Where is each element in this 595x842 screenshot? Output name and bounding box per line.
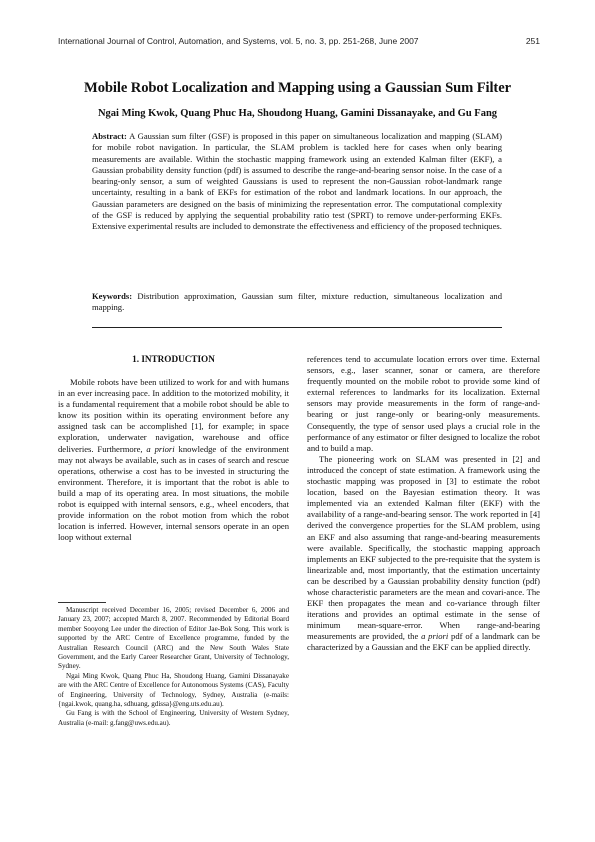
intro-paragraph-1-continued: references tend to accumulate location errors over time. External sensors, e.g., laser scanner, sonar or camera, are therefore frequently mounted on the mobile robot to provide some kind of external references to landmarks for its localization. External sensors may provide measurements in the form of range-and-bearing or just range-only or bearing-only measurements. Consequently, the type of sensor used plays a crucial role in the performance of any estimator or filter designed to localize the robot and to build a map. xyxy=(307,354,540,453)
intro-p1-text-b: knowledge of the environment may not always be available, such as in cases of search and rescue operations, otherwise a cost has to be invested in structuring the environment. Therefore, it is important that the robot is able to build a map of its operating area. In most situations, the mobile robot is equipped with internal sensors, e.g., wheel encoders, that provide information on the robot motion from which the robot location is inferred. However, internal sensors operate in an open loop without external xyxy=(58,443,289,543)
keywords-text: Distribution approximation, Gaussian sum filter, mixture reduction, simultaneous localization and mapping. xyxy=(92,291,502,313)
page-number: 251 xyxy=(525,36,540,46)
journal-citation: International Journal of Control, Automation, and Systems, vol. 5, no. 3, pp. 251-268, June 2007 xyxy=(58,36,419,46)
intro-p2-emphasis: a priori xyxy=(421,631,449,642)
abstract-text: A Gaussian sum filter (GSF) is proposed in this paper on simultaneous localization and mapping (SLAM) for mobile robot navigation. In particular, the SLAM problem is tackled here for cases when only bearing measurements are available. Within the stochastic mapping framework using an extended Kalman filter (EKF), a Gaussian probability density function (pdf) is assumed to describe the range-and-bearing sensor noise. In the case of a bearing-only sensor, a sum of weighted Gaussians is used to represent the non-Gaussian robot-landmark range uncertainty, resulting in a bank of EKFs for estimation of the robot and landmark locations. In our approach, the Gaussian parameters are designed on the basis of minimizing the representation error. The computational complexity of the GSF is reduced by applying the sequential probability ratio test (SPRT) to remove under-performing EKFs. Extensive experimental results are included to demonstrate the effectiveness and efficiency of the proposed techniques. xyxy=(92,131,502,232)
abstract xyxy=(92,131,502,233)
footnote-divider xyxy=(58,602,106,603)
paper-title: Mobile Robot Localization and Mapping using a Gaussian Sum Filter xyxy=(84,80,511,96)
intro-p1-text-a: Mobile robots have been utilized to work for and with humans in an ever increasing pace. In addition to the motorized mobility, it is a fundamental requirement that a mobile robot should be able to know its position within its operating environment before any assigned task can be accomplished [1], for example; in space exploration, underwater navigation, warehouse and office deliveries. Furthermore, xyxy=(58,377,289,454)
footnotes xyxy=(58,606,289,728)
journal-header xyxy=(58,36,540,46)
intro-p1-emphasis: a priori xyxy=(146,443,175,454)
intro-p2-text-b: pdf of a landmark can be characterized by a Gaussian and the EKF can be applied directly. xyxy=(307,631,540,653)
header-divider xyxy=(92,327,502,328)
intro-paragraph-1 xyxy=(58,377,289,543)
left-column xyxy=(58,354,289,543)
section-heading-introduction: 1. INTRODUCTION xyxy=(132,354,215,364)
footnote-affiliation-cas: Ngai Ming Kwok, Quang Phuc Ha, Shoudong Huang, Gamini Dissanayake are with the ARC Centre of Excellence for Autonomous Systems (CAS), Faculty of Engineering, University of Technology, Sydney, Australia (e-mails: {ngai.kwok, quang.ha, sdhuang, gdissa}@eng.uts.edu.au). xyxy=(58,671,289,709)
intro-p2-text-a: The pioneering work on SLAM was presented in [2] and introduced the concept of state estimation. A framework using the stochastic mapping was proposed in [3] to estimate the robot location, based on the Bayesian estimation theory. It was implemented via an extended Kalman filter (EKF) with the availability of a range-and-bearing sensor. The work reported in [4] derived the convergence properties for the SLAM problem, using an EKF and also assuming that range-and-bearing measurements were available. Specifically, the stochastic mapping approach implements an EKF subjected to the pre-requisite that the system is linearizable and, most importantly, that the estimation uncertainty can be described by a Gaussian probability density function (pdf) whose characteristic parameters are the mean and covari-ance. The EKF then propagates the mean and co-variance through filter iterations and provides an optimal estimate in the sense of minimum mean-square-error. When range-and-bearing measurements are provided, the xyxy=(307,453,540,642)
right-column xyxy=(307,354,540,654)
footnote-manuscript: Manuscript received December 16, 2005; revised December 6, 2006 and January 23, 2007; accepted March 8, 2007. Recommended by Editorial Board member Sooyong Lee under the direction of Editor Jae-Bok Song. This work is supported by the ARC Centre of Excellence programme, funded by the Australian Research Council (ARC) and the New South Wales State Government, and the Early Career Researcher Grant, University of Technology, Sydney. xyxy=(58,606,289,671)
keywords-label: Keywords: xyxy=(92,291,133,301)
keywords xyxy=(92,291,502,314)
intro-paragraph-2 xyxy=(307,454,540,654)
abstract-label: Abstract: xyxy=(92,131,127,141)
footnote-affiliation-uws: Gu Fang is with the School of Engineering, University of Western Sydney, Australia (e-mail: g.fang@uws.edu.au). xyxy=(58,709,289,727)
author-list: Ngai Ming Kwok, Quang Phuc Ha, Shoudong Huang, Gamini Dissanayake, and Gu Fang xyxy=(97,108,498,119)
